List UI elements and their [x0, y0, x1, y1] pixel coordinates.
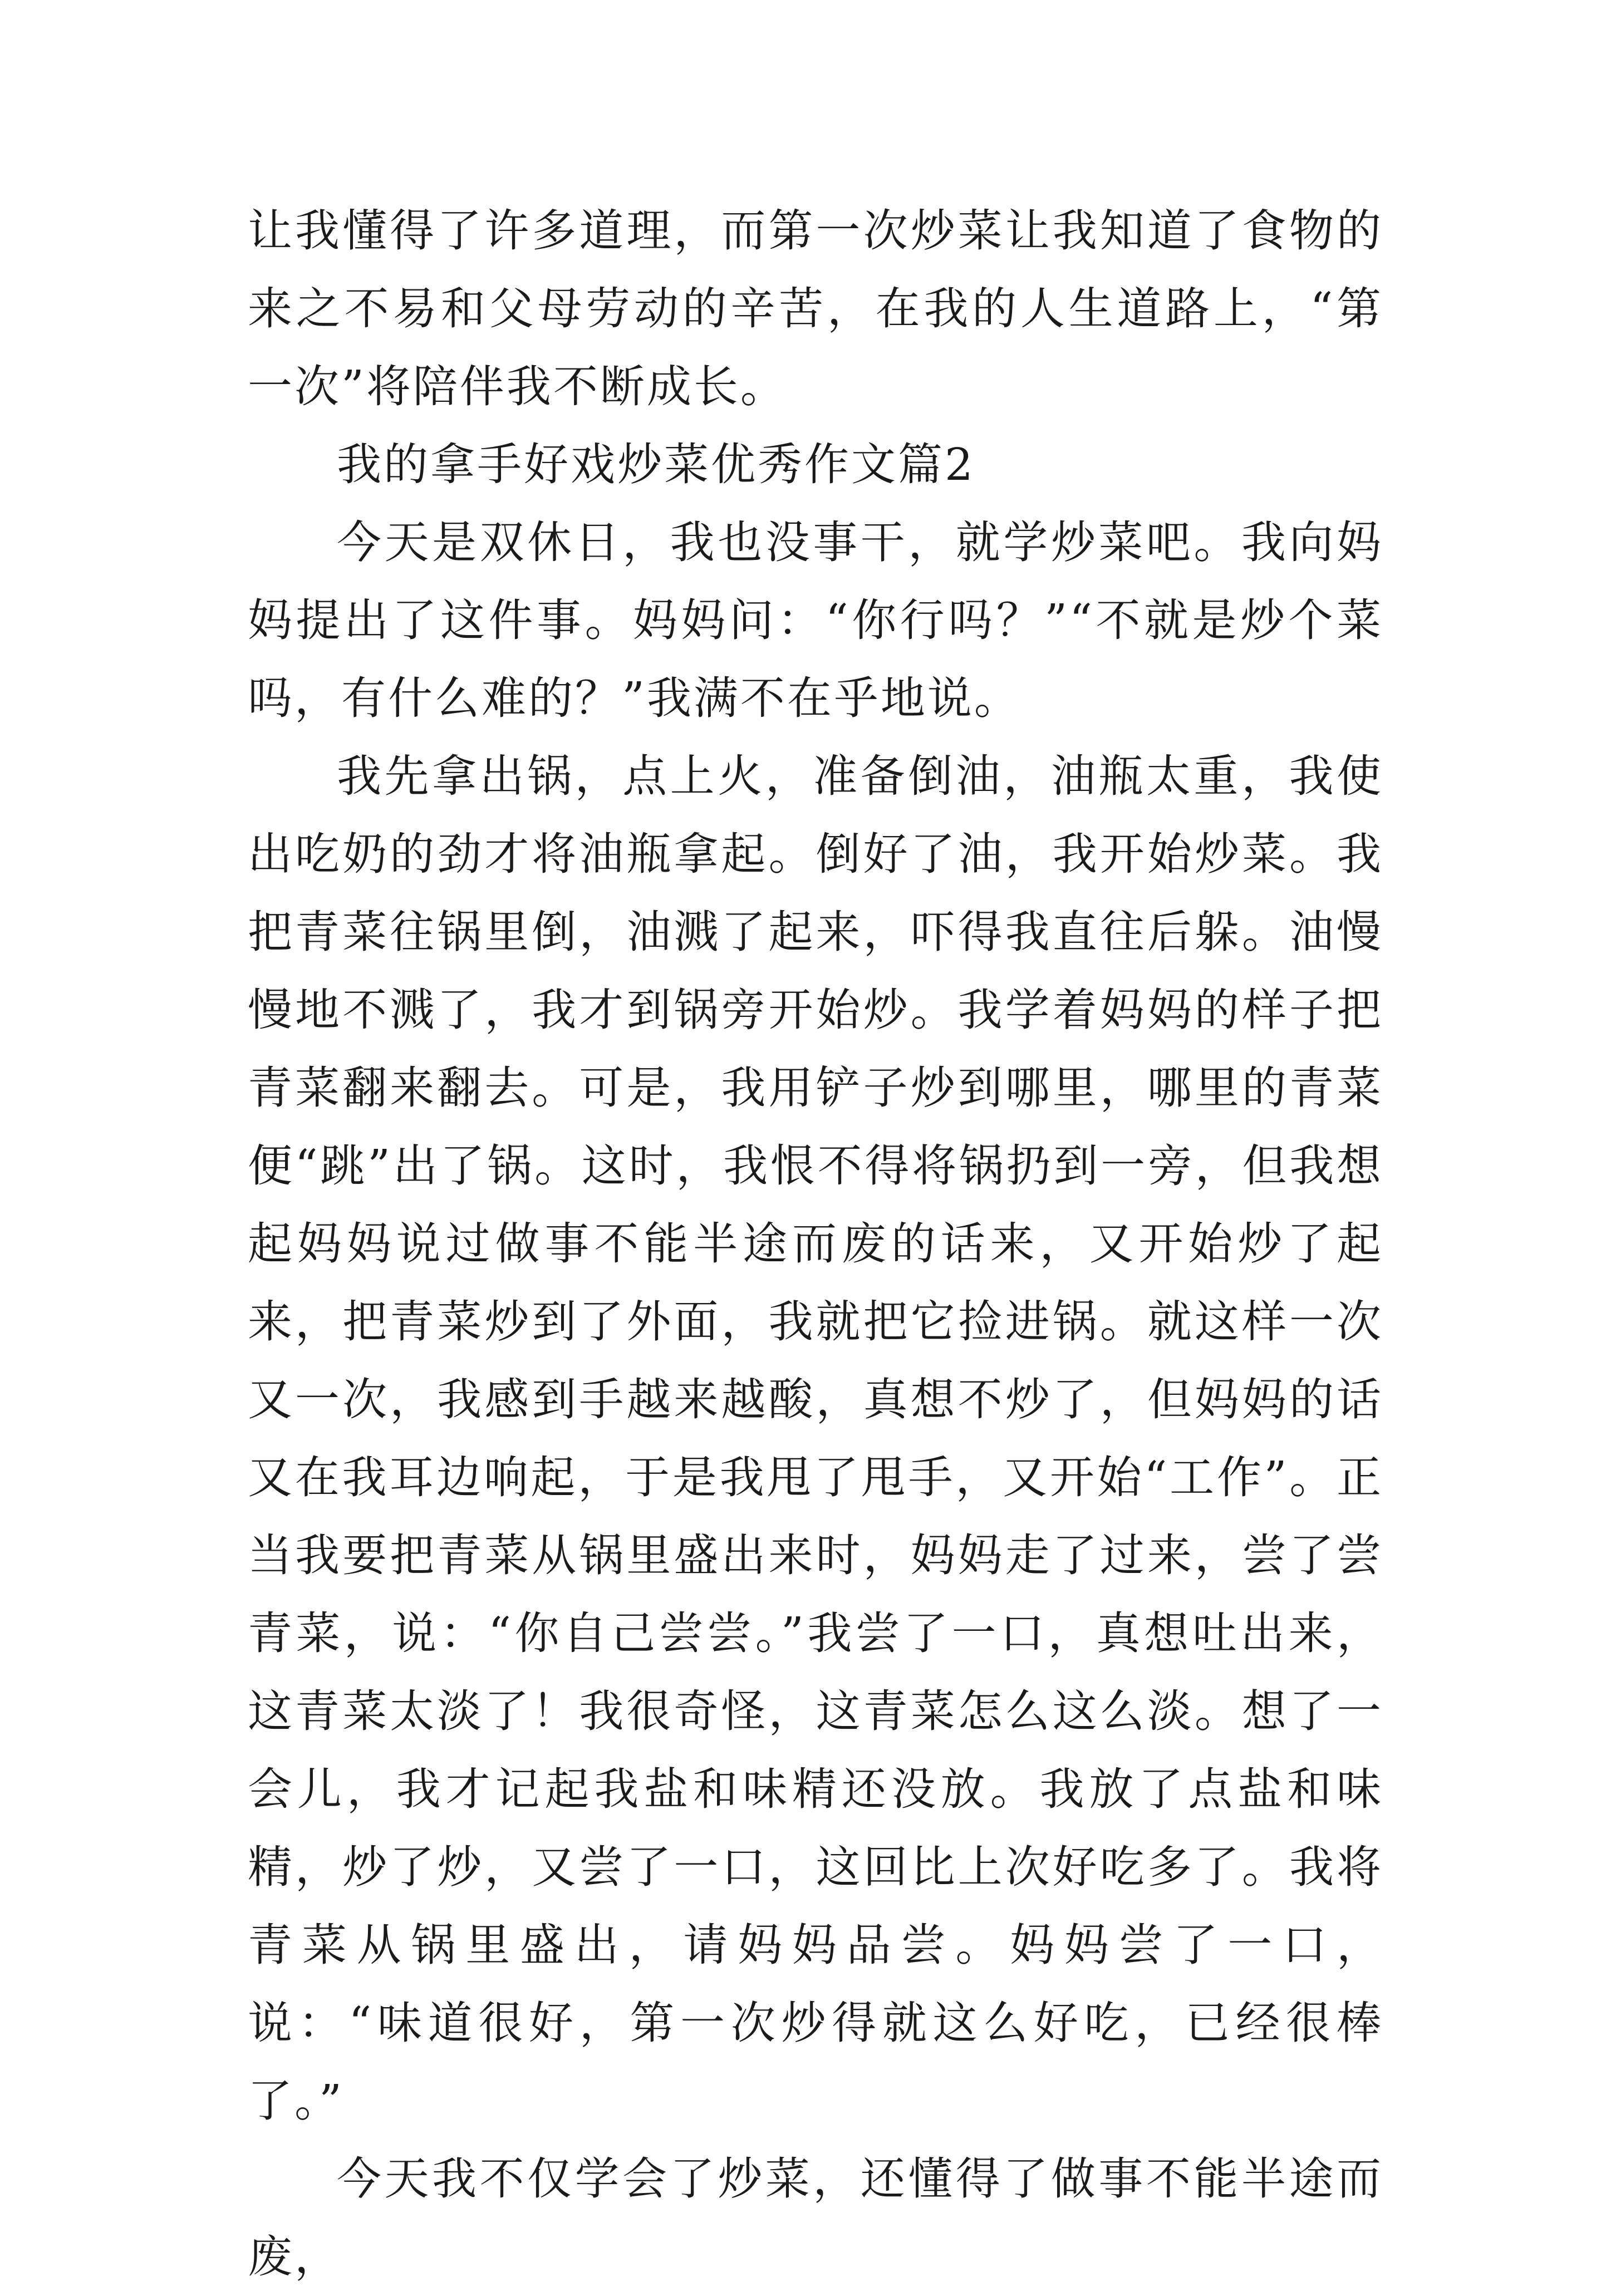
paragraph-continued: 让我懂得了许多道理，而第一次炒菜让我知道了食物的来之不易和父母劳动的辛苦，在我的人生道路上，“第一次”将陪伴我不断成长。	[248, 205, 1383, 412]
paragraph: 今天是双休日，我也没事干，就学炒菜吧。我向妈妈提出了这件事。妈妈问：“你行吗？”“不就是炒个菜吗，有什么难的？”我满不在乎地说。	[248, 517, 1383, 724]
essay-heading: 我的拿手好戏炒菜优秀作文篇2	[337, 439, 975, 490]
document-body	[248, 192, 1383, 2296]
paragraph: 今天我不仅学会了炒菜，还懂得了做事不能半途而废，	[248, 2153, 1383, 2283]
paragraph: 我先拿出锅，点上火，准备倒油，油瓶太重，我使出吃奶的劲才将油瓶拿起。倒好了油，我开始炒菜。我把青菜往锅里倒，油溅了起来，吓得我直往后躲。油慢慢地不溅了，我才到锅旁开始炒。我学着妈妈的样子把青菜翻来翻去。可是，我用铲子炒到哪里，哪里的青菜便“跳”出了锅。这时，我恨不得将锅扔到一旁，但我想起妈妈说过做事不能半途而废的话来，又开始炒了起来，把青菜炒到了外面，我就把它捡进锅。就这样一次又一次，我感到手越来越酸，真想不炒了，但妈妈的话又在我耳边响起，于是我甩了甩手，又开始“工作”。正当我要把青菜从锅里盛出来时，妈妈走了过来，尝了尝青菜，说：“你自己尝尝。”我尝了一口，真想吐出来，这青菜太淡了！我很奇怪，这青菜怎么这么淡。想了一会儿，我才记起我盐和味精还没放。我放了点盐和味精，炒了炒，又尝了一口，这回比上次好吃多了。我将青菜从锅里盛出，请妈妈品尝。妈妈尝了一口，说：“味道很好，第一次炒得就这么好吃，已经很棒了。”	[248, 750, 1383, 2127]
